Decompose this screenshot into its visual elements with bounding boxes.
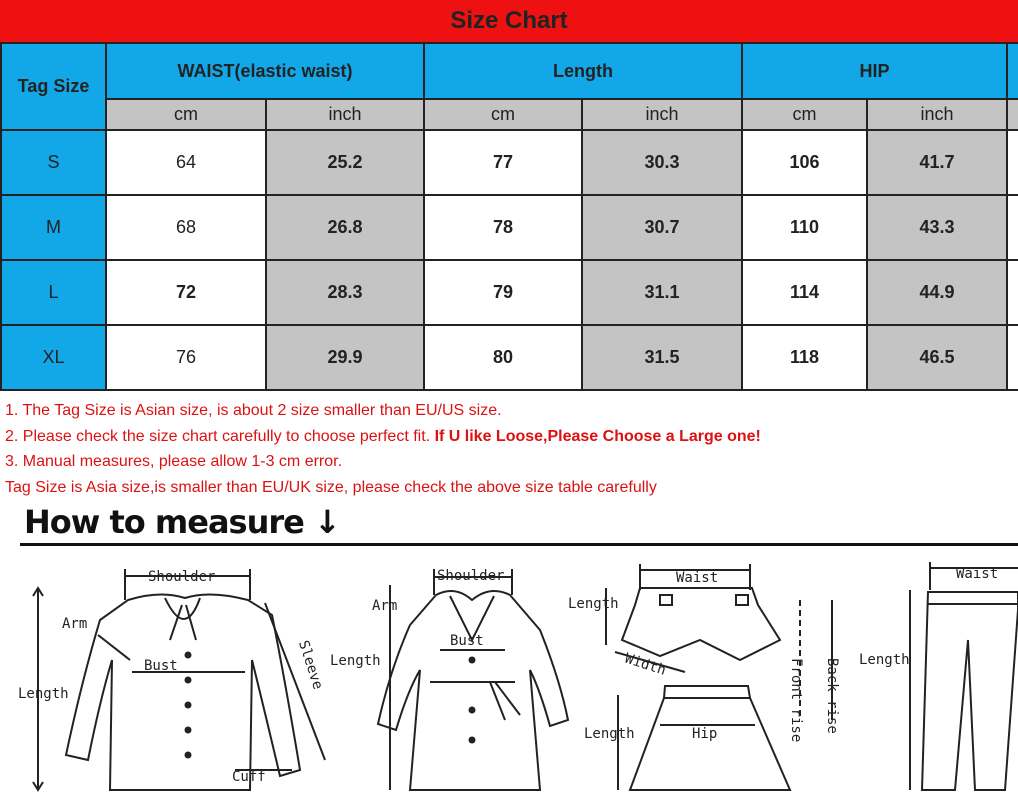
value-cell: 30.3 [582,130,742,195]
note-4: Tag Size is Asia size,is smaller than EU/UK size, please check the above size table carefully [5,478,657,496]
value-cell: 41.7 [867,130,1007,195]
size-chart-title: Size Chart [450,7,568,34]
value-cell: 31.1 [582,260,742,325]
length-label: Length [18,686,69,702]
tag-size-header: Tag Size [1,43,106,130]
coat-bust-label: Bust [450,633,484,649]
length-header: Length [424,43,742,99]
value-cell: 31.5 [582,325,742,390]
value-cell: 25.2 [266,130,424,195]
note-1: 1. The Tag Size is Asian size, is about 2 size smaller than EU/US size. [5,402,502,419]
group-header-row [1,43,1018,99]
unit-header: cm [424,99,582,130]
size-cell: S [1,130,106,195]
measure-illustration [0,548,1018,800]
value-cell: 68 [106,195,266,260]
unit-header-row [1,99,1018,130]
value-cell: 77 [424,130,582,195]
note-3: 3. Manual measures, please allow 1-3 cm error. [5,453,343,470]
table-row [1,130,1018,195]
back-rise-label: Back rise [824,658,840,734]
note-2-bold: If U like Loose,Please Choose a Large one! [434,427,761,445]
size-chart-title-bar [0,0,1018,44]
value-cell: 76 [106,325,266,390]
extra-cell [1007,130,1018,195]
value-cell: 26.8 [266,195,424,260]
how-to-measure-text: How to measure [24,503,304,541]
shoulder-label: Shoulder [148,569,216,585]
extra-header-cell [1007,43,1018,99]
unit-header: cm [742,99,867,130]
pants-waist-label: Waist [956,566,999,582]
waist-header: WAIST(elastic waist) [106,43,424,99]
front-rise-label: Front rise [788,658,804,743]
value-cell: 43.3 [867,195,1007,260]
how-to-measure-heading [24,503,340,541]
value-cell: 30.7 [582,195,742,260]
how-to-measure-divider [20,543,1018,546]
pants-illustration [910,562,1018,790]
value-cell: 79 [424,260,582,325]
hip-header: HIP [742,43,1007,99]
size-cell: XL [1,325,106,390]
extra-unit-cell [1007,99,1018,130]
value-cell: 80 [424,325,582,390]
shorts-length-label: Length [568,596,619,612]
hip-label: Hip [692,726,718,742]
size-chart-table [0,42,1018,391]
extra-cell [1007,195,1018,260]
shirt-illustration [33,569,325,790]
table-row [1,325,1018,390]
value-cell: 46.5 [867,325,1007,390]
unit-header: inch [867,99,1007,130]
value-cell: 106 [742,130,867,195]
value-cell: 72 [106,260,266,325]
table-row [1,260,1018,325]
shorts-waist-label: Waist [676,570,719,586]
value-cell: 29.9 [266,325,424,390]
size-cell: M [1,195,106,260]
value-cell: 44.9 [867,260,1007,325]
value-cell: 64 [106,130,266,195]
down-arrow-icon: ↓ [313,503,340,541]
value-cell: 78 [424,195,582,260]
size-notes [5,398,1015,500]
unit-header: inch [266,99,424,130]
table-row [1,195,1018,260]
note-2 [5,424,1015,450]
coat-illustration [378,569,568,790]
arm-label: Arm [62,616,88,632]
sleeve-label: Sleeve [294,638,326,692]
value-cell: 114 [742,260,867,325]
coat-length-label: Length [330,653,381,669]
value-cell: 118 [742,325,867,390]
value-cell: 28.3 [266,260,424,325]
extra-cell [1007,260,1018,325]
pants-length-label: Length [859,652,910,668]
unit-header: inch [582,99,742,130]
extra-cell [1007,325,1018,390]
skirt-length-label: Length [584,726,635,742]
bust-label: Bust [144,658,178,674]
value-cell: 110 [742,195,867,260]
coat-arm-label: Arm [372,598,398,614]
width-label: Width [622,650,668,679]
note-2-text: 2. Please check the size chart carefully to choose perfect fit. [5,427,431,445]
unit-header: cm [106,99,266,130]
coat-shoulder-label: Shoulder [437,568,505,584]
cuff-label: Cuff [232,769,266,785]
size-cell: L [1,260,106,325]
